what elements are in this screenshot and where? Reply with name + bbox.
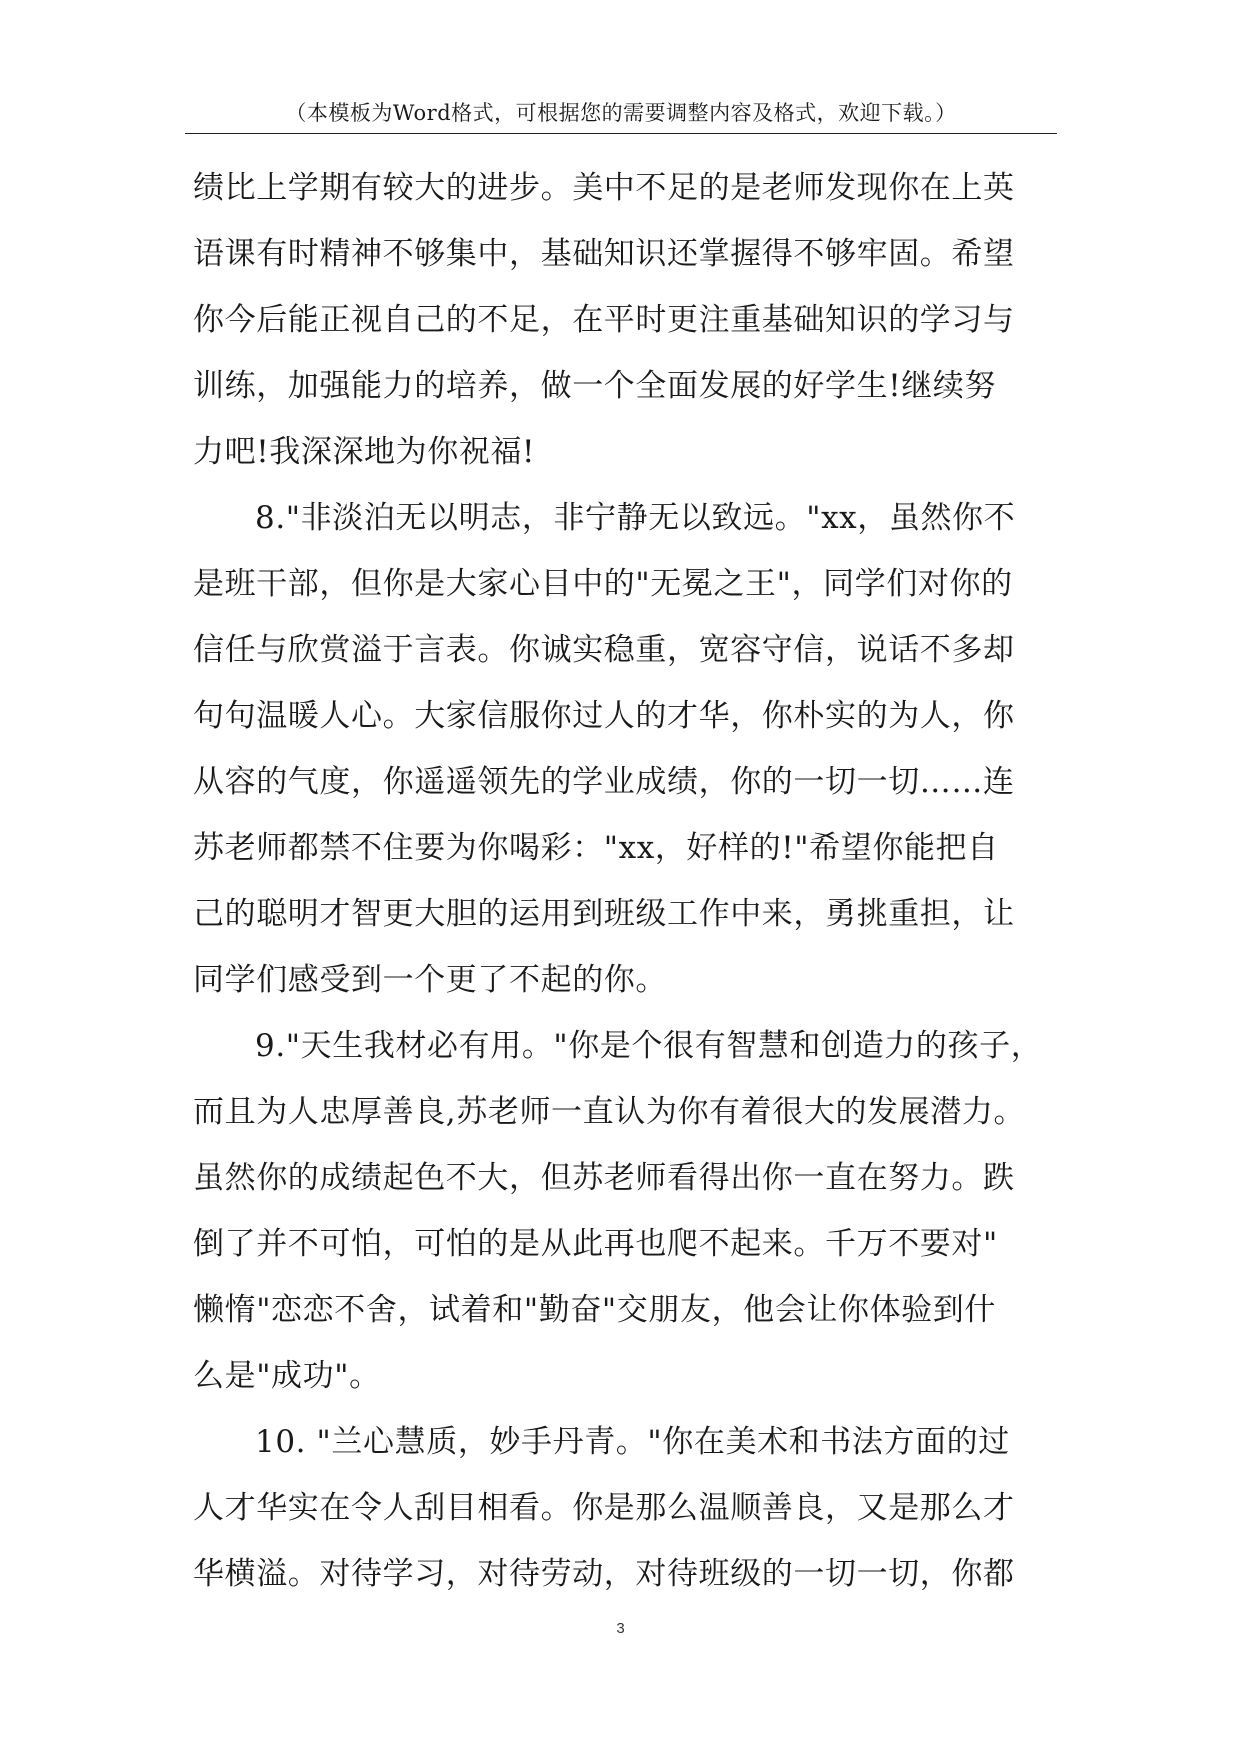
text-line: 你今后能正视自己的不足，在平时更注重基础知识的学习与 bbox=[193, 302, 1015, 338]
text-line: 而且为人忠厚善良,苏老师一直认为你有着很大的发展潜力。 bbox=[193, 1094, 1026, 1130]
text-line: 己的聪明才智更大胆的运用到班级工作中来，勇挑重担，让 bbox=[193, 896, 1015, 932]
text-line: 华横溢。对待学习，对待劳动，对待班级的一切一切，你都 bbox=[193, 1556, 1015, 1592]
text-line: 9."天生我材必有用。"你是个很有智慧和创造力的孩子， bbox=[255, 1028, 1043, 1064]
text-line: 绩比上学期有较大的进步。美中不足的是老师发现你在上英 bbox=[193, 170, 1015, 206]
header-divider bbox=[185, 133, 1057, 134]
text-line: 力吧!我深深地为你祝福! bbox=[193, 434, 536, 470]
header-note: （本模板为Word格式，可根据您的需要调整内容及格式，欢迎下载。） bbox=[285, 101, 957, 125]
text-line: 么是"成功"。 bbox=[193, 1358, 381, 1394]
text-line: 信任与欣赏溢于言表。你诚实稳重，宽容守信，说话不多却 bbox=[193, 632, 1015, 668]
text-line: 语课有时精神不够集中，基础知识还掌握得不够牢固。希望 bbox=[193, 236, 1015, 272]
text-line: 懒惰"恋恋不舍，试着和"勤奋"交朋友，他会让你体验到什 bbox=[193, 1292, 996, 1328]
text-line: 虽然你的成绩起色不大，但苏老师看得出你一直在努力。跌 bbox=[193, 1160, 1015, 1196]
text-line: 同学们感受到一个更了不起的你。 bbox=[193, 962, 667, 998]
page-number: 3 bbox=[616, 1620, 625, 1637]
text-line: 10. "兰心慧质，妙手丹青。"你在美术和书法方面的过 bbox=[255, 1424, 1010, 1460]
body-text bbox=[193, 155, 1053, 1607]
text-line: 是班干部，但你是大家心目中的"无冕之王"，同学们对你的 bbox=[193, 566, 1013, 602]
text-line: 苏老师都禁不住要为你喝彩："xx，好样的!"希望你能把自 bbox=[193, 830, 999, 866]
text-line: 倒了并不可怕，可怕的是从此再也爬不起来。千万不要对" bbox=[193, 1226, 998, 1262]
text-line: 8."非淡泊无以明志，非宁静无以致远。"xx，虽然你不 bbox=[255, 500, 1016, 536]
text-line: 人才华实在令人刮目相看。你是那么温顺善良，又是那么才 bbox=[193, 1490, 1015, 1526]
text-line: 从容的气度，你遥遥领先的学业成绩，你的一切一切……连 bbox=[193, 764, 1015, 800]
text-line: 训练，加强能力的培养，做一个全面发展的好学生!继续努 bbox=[193, 368, 997, 404]
text-line: 句句温暖人心。大家信服你过人的才华，你朴实的为人，你 bbox=[193, 698, 1015, 734]
